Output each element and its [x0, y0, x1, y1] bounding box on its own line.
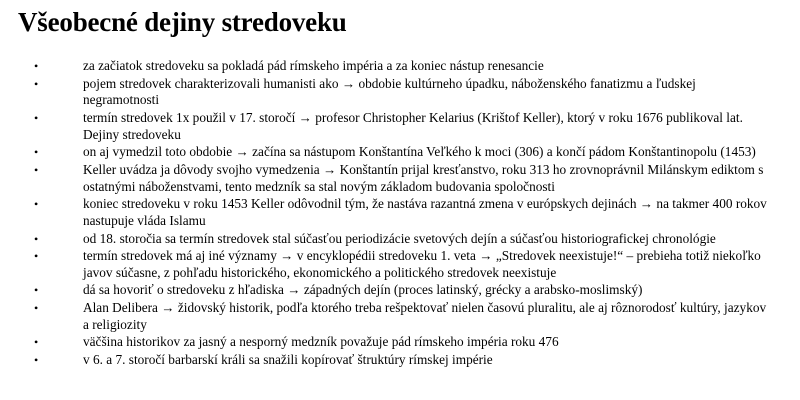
list-item-text: za začiatok stredoveku sa pokladá pád rímskeho impéria a za koniec nástup renesancie: [83, 58, 544, 73]
list-item: [0, 144, 800, 161]
list-item-text: dá sa hovoriť o stredoveku z hľadiska → západných dejín (proces latinský, grécky a arabsko-moslimský): [83, 282, 643, 298]
bullet-icon: •: [34, 145, 39, 160]
list-item-text: Keller uvádza ja dôvody svojho vymedzenia → Konštantín prijal kresťanstvo, roku 313 ho zrovnoprávnil Milánskym ediktom s ostatnými náboženstvami, tento medzník sa stal novým základom budovania spoločnosti: [83, 161, 764, 194]
bullet-icon: •: [34, 162, 39, 177]
bullet-icon: •: [34, 59, 39, 73]
list-item: [0, 76, 800, 109]
list-item-text: väčšina historikov za jasný a nesporný medzník považuje pád rímskeho impéria roku 476: [83, 334, 559, 350]
list-item: [0, 196, 800, 229]
list-item-text: pojem stredovek charakterizovali humanisti ako → obdobie kultúrneho úpadku, náboženského fanatizmu a ľudskej negramotnosti: [83, 75, 696, 108]
list-item-text: on aj vymedzil toto obdobie → začína sa nástupom Konštantína Veľkého k moci (306) a končí pádom Konštantinopolu (1453): [83, 144, 756, 160]
bullet-list: [0, 58, 800, 370]
list-item: [0, 282, 800, 299]
list-item-text: Alan Delibera → židovský historik, podľa ktorého treba rešpektovať nielen časovú pluralitu, ale aj rôznorodosť kultúry, jazykov a religiozity: [83, 300, 767, 332]
list-item: [0, 162, 800, 195]
bullet-icon: •: [34, 283, 39, 298]
bullet-icon: •: [34, 301, 39, 316]
list-item-text: v 6. a 7. storočí barbarskí králi sa snažili kopírovať štruktúry rímskej impérie: [83, 352, 493, 368]
list-item-text: od 18. storočia sa termín stredovek stal súčasťou periodizácie svetových dejín a súčasťou historiografickej chronológie: [83, 230, 716, 246]
list-item: [0, 110, 800, 143]
list-item: [0, 300, 800, 333]
list-item: [0, 58, 800, 75]
bullet-icon: •: [34, 335, 39, 350]
bullet-icon: •: [34, 110, 39, 125]
list-item: [0, 248, 800, 281]
document-title: Všeobecné dejiny stredoveku: [18, 7, 347, 37]
list-item-text: termín stredovek 1x použil v 17. storočí → profesor Christopher Kelarius (Krištof Keller), ktorý v roku 1676 publikoval lat. Dejiny stredoveku: [83, 109, 743, 142]
bullet-icon: •: [34, 249, 39, 264]
bullet-icon: •: [34, 76, 39, 91]
list-item-text: termín stredovek má aj iné významy → v encyklopédii stredoveku 1. veta → „Stredovek neexistuje!“ – prebieha totiž niekoľko javov súčasne, z pohľadu historického, ekonomického a politického stredovek neexistuje: [83, 248, 761, 280]
bullet-icon: •: [34, 353, 39, 368]
list-item: [0, 231, 800, 248]
bullet-icon: •: [34, 231, 39, 246]
list-item: [0, 334, 800, 351]
bullet-icon: •: [34, 197, 39, 212]
list-item: [0, 352, 800, 369]
list-item-text: koniec stredoveku v roku 1453 Keller odôvodnil tým, že nastáva razantná zmena v európskych dejinách → na takmer 400 rokov nastupuje vláda Islamu: [83, 196, 767, 228]
